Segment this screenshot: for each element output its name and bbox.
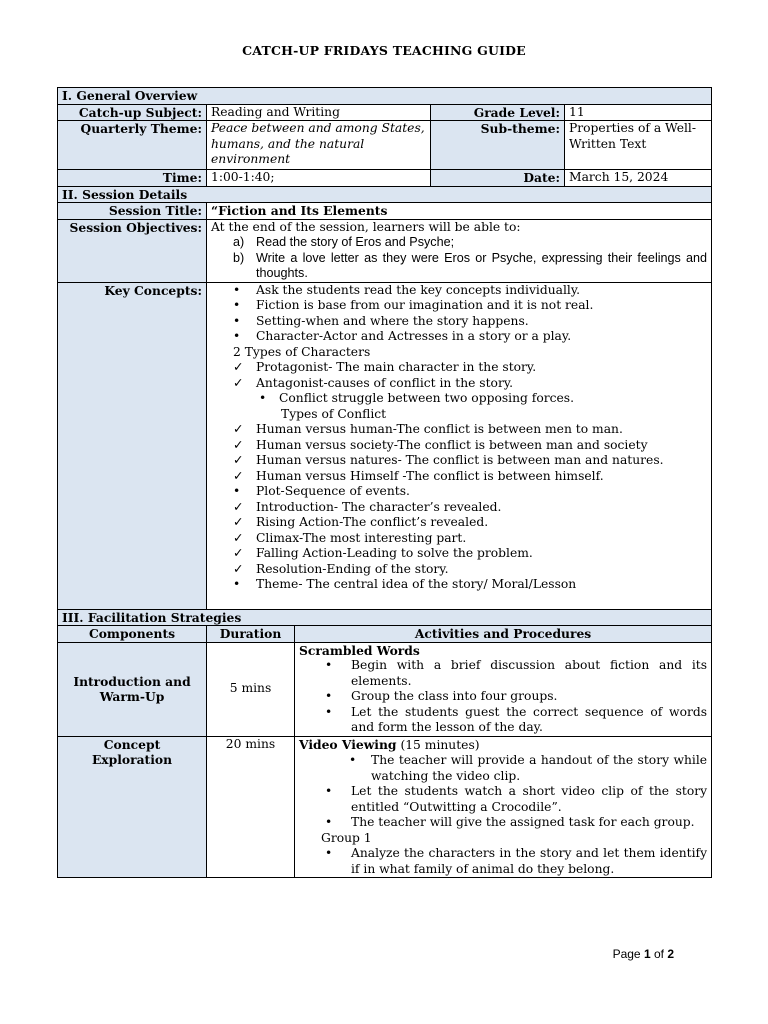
row-session-title xyxy=(58,203,712,220)
activity-title: Video Viewing xyxy=(299,736,397,752)
concept-item: • Character-Actor and Actresses in a story or a play. xyxy=(233,329,572,343)
col-activities-header: Activities and Procedures xyxy=(295,626,712,643)
check-icon: ✓ xyxy=(233,530,244,545)
check-icon: ✓ xyxy=(233,453,244,467)
subtheme-label: Sub-theme: xyxy=(431,121,565,170)
check-icon: ✓ xyxy=(233,515,244,529)
objective-text: Write a love letter as they were Eros or Psyche, expressing their feelings and thoughts. xyxy=(256,250,708,280)
row-subject xyxy=(58,104,712,121)
objective-item xyxy=(211,235,707,251)
concept-duration: 20 mins xyxy=(207,736,295,878)
row-concept-exploration xyxy=(58,736,712,878)
check-icon: ✓ xyxy=(233,360,244,374)
concept-item: ✓ Protagonist- The main character in the story. xyxy=(233,360,537,374)
concept-item: ✓ Human versus society-The conflict is between man and society xyxy=(233,437,648,452)
concept-item: ✓ Human versus Himself -The conflict is between himself. xyxy=(233,468,604,483)
bullet-icon: • xyxy=(349,753,357,767)
objectives-label: Session Objectives: xyxy=(58,219,207,282)
document-title: CATCH-UP FRIDAYS TEACHING GUIDE xyxy=(242,43,526,58)
bullet-icon: • xyxy=(325,704,333,719)
theme-label: Quarterly Theme: xyxy=(58,121,207,170)
concept-item: • Conflict struggle between two opposing forces. xyxy=(259,391,575,405)
date-value: March 15, 2024 xyxy=(565,170,712,187)
concept-item: • Fiction is base from our imagination and it is not real. xyxy=(233,298,594,312)
section-heading: III. Facilitation Strategies xyxy=(58,609,712,626)
bullet-icon: • xyxy=(233,577,241,591)
activity-note: (15 minutes) xyxy=(396,737,480,752)
activity-title: Scrambled Words xyxy=(299,642,420,658)
bullet-icon: • xyxy=(259,391,267,405)
row-time xyxy=(58,170,712,187)
check-icon: ✓ xyxy=(233,437,244,452)
time-label: Time: xyxy=(58,170,207,187)
concept-item: ✓ Human versus human-The conflict is between men to man. xyxy=(233,422,623,436)
concept-subheading: 2 Types of Characters xyxy=(233,344,371,359)
key-concepts-cell xyxy=(207,282,712,609)
section-heading: II. Session Details xyxy=(58,186,712,203)
concept-item: ✓ Human versus natures- The conflict is between man and natures. xyxy=(233,453,664,467)
concept-activities xyxy=(295,736,712,878)
col-duration-header: Duration xyxy=(207,626,295,643)
check-icon: ✓ xyxy=(233,468,244,483)
intro-duration: 5 mins xyxy=(207,642,295,736)
concept-item: • Theme- The central idea of the story/ Moral/Lesson xyxy=(233,577,577,591)
key-concepts-label: Key Concepts: xyxy=(58,282,207,609)
time-value: 1:00-1:40; xyxy=(207,170,431,187)
bullet-icon: • xyxy=(325,658,333,672)
col-components-header: Components xyxy=(58,626,207,643)
intro-component: Introduction and Warm-Up xyxy=(58,642,207,736)
grade-label: Grade Level: xyxy=(431,104,565,121)
activity-item: • Let the students guest the correct sequence of words and form the lesson of the day. xyxy=(325,704,708,734)
activity-item: • Let the students watch a short video clip of the story entitled “Outwitting a Crocodile”. xyxy=(325,784,708,814)
subtheme-value: Properties of a Well-Written Text xyxy=(565,121,712,170)
objective-item xyxy=(211,251,707,282)
subject-value: Reading and Writing xyxy=(207,104,431,121)
concept-item: ✓ Rising Action-The conflict’s revealed. xyxy=(233,515,489,529)
check-icon: ✓ xyxy=(233,499,244,514)
check-icon: ✓ xyxy=(233,422,244,436)
objectives-intro: At the end of the session, learners will be able to: xyxy=(211,219,521,234)
activity-item: • Begin with a brief discussion about fiction and its elements. xyxy=(325,658,708,688)
bullet-icon: • xyxy=(325,846,333,860)
check-icon: ✓ xyxy=(233,546,244,560)
concept-item: ✓ Resolution-Ending of the story. xyxy=(233,561,449,576)
bullet-icon: • xyxy=(233,313,241,328)
activity-item: • The teacher will provide a handout of the story while watching the video clip. xyxy=(349,753,708,783)
section-facilitation xyxy=(58,609,712,626)
concept-subheading: Types of Conflict xyxy=(281,406,387,421)
objective-marker: a) xyxy=(233,235,245,249)
row-introduction xyxy=(58,642,712,736)
activity-item: • The teacher will give the assigned task for each group. xyxy=(325,815,695,829)
bullet-icon: • xyxy=(325,815,333,829)
row-key-concepts xyxy=(58,282,712,609)
concept-component: Concept Exploration xyxy=(58,736,207,878)
row-objectives xyxy=(58,219,712,282)
activity-title-line xyxy=(299,737,707,754)
grade-value: 11 xyxy=(565,104,712,121)
session-title-label: Session Title: xyxy=(58,203,207,220)
date-label: Date: xyxy=(431,170,565,187)
bullet-icon: • xyxy=(233,484,241,498)
section-session-details xyxy=(58,186,712,203)
concept-item: • Setting-when and where the story happens. xyxy=(233,313,529,328)
activity-item: • Group the class into four groups. xyxy=(325,689,558,703)
objectives-cell xyxy=(207,219,712,282)
bullet-icon: • xyxy=(325,689,333,703)
concept-item: ✓ Falling Action-Leading to solve the problem. xyxy=(233,546,533,560)
intro-activities xyxy=(295,642,712,736)
group-label: Group 1 xyxy=(321,830,372,845)
session-title-value: “Fiction and Its Elements xyxy=(207,203,712,220)
bullet-icon: • xyxy=(233,329,241,343)
teaching-guide-table xyxy=(57,87,712,878)
row-theme xyxy=(58,121,712,170)
concept-item: ✓ Introduction- The character’s revealed. xyxy=(233,499,502,514)
facilitation-header-row xyxy=(58,626,712,643)
activity-item: • Analyze the characters in the story and let them identify if in what family of animal do they belong. xyxy=(325,846,708,876)
subject-label: Catch-up Subject: xyxy=(58,104,207,121)
bullet-icon: • xyxy=(233,282,241,297)
concept-item: ✓ Climax-The most interesting part. xyxy=(233,530,467,545)
bullet-icon: • xyxy=(325,784,333,798)
objective-text: Read the story of Eros and Psyche; xyxy=(256,235,455,249)
check-icon: ✓ xyxy=(233,375,244,390)
concept-item: • Ask the students read the key concepts individually. xyxy=(233,282,581,297)
section-heading: I. General Overview xyxy=(58,88,712,105)
section-general-overview xyxy=(58,88,712,105)
bullet-icon: • xyxy=(233,298,241,312)
check-icon: ✓ xyxy=(233,561,244,576)
objective-marker: b) xyxy=(233,250,245,265)
theme-value: Peace between and among States, humans, and the natural environment xyxy=(207,121,431,170)
concept-item: • Plot-Sequence of events. xyxy=(233,484,410,498)
page-number: Page 1 of 2 xyxy=(612,947,674,961)
concept-item: ✓ Antagonist-causes of conflict in the story. xyxy=(233,375,514,390)
